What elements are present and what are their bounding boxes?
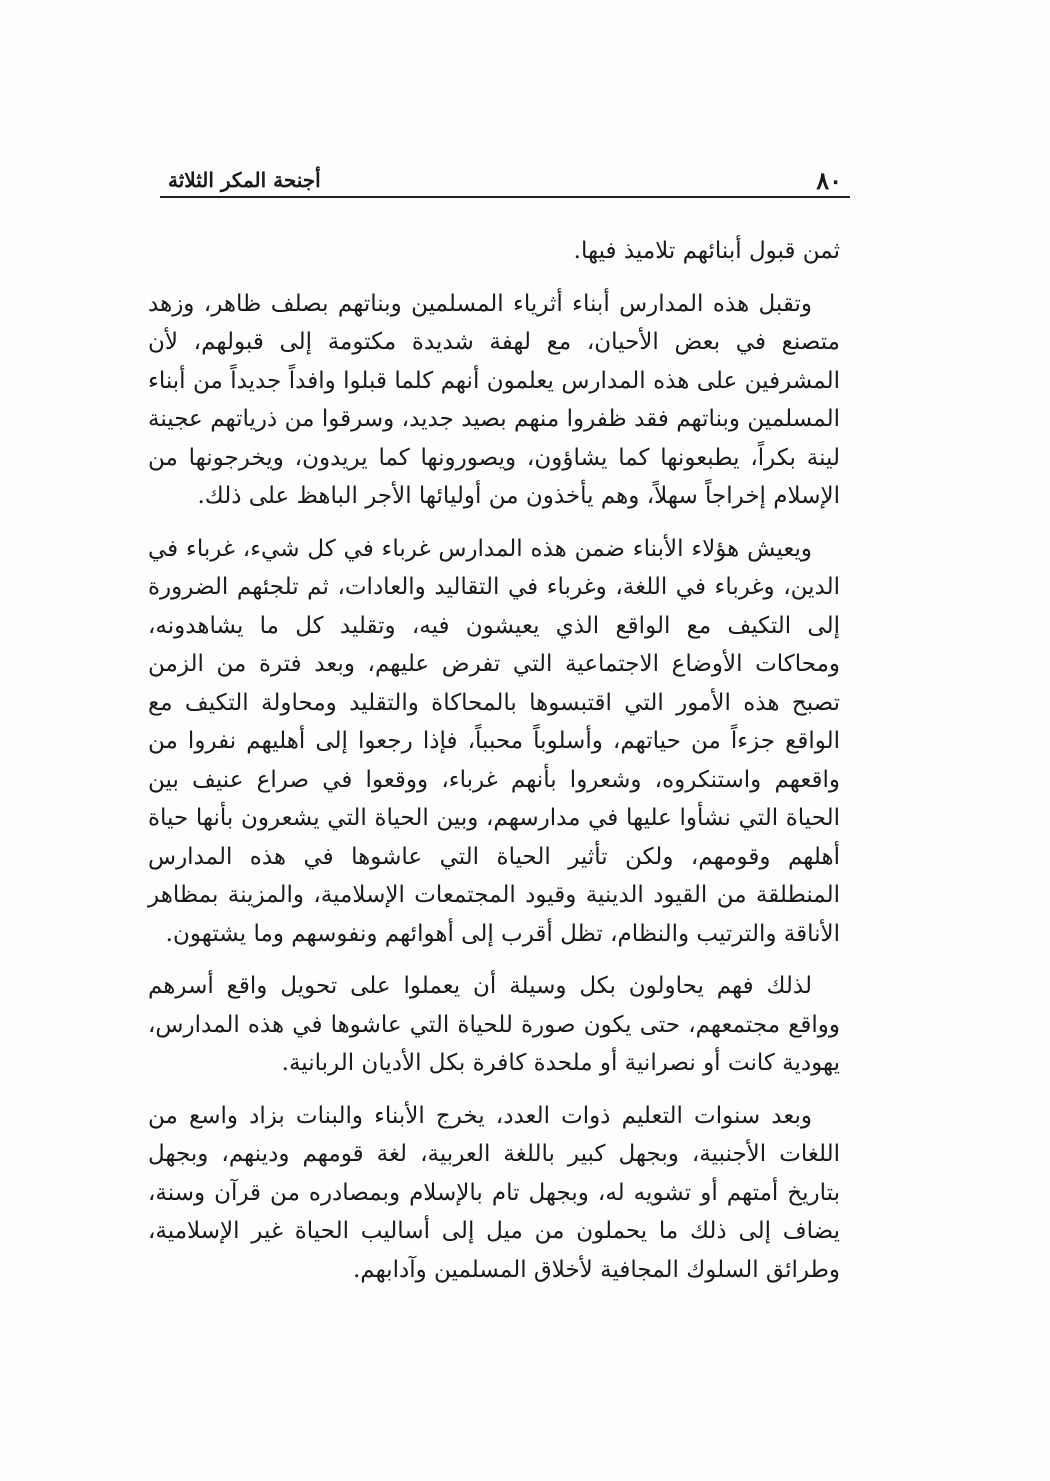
paragraph-3: ويعيش هؤلاء الأبناء ضمن هذه المدارس غرباء في كل شيء، غرباء في الدين، وغرباء في اللغة، وغرباء في التقاليد والعادات، ثم تلجئهم الضرورة إلى التكيف مع الواقع الذي يعيشون فيه، وتقليد كل ما يشاهدونه، ومحاكات الأوضاع الاجتماعية التي تفرض عليهم، وبعد فترة من الزمن تصبح هذه الأمور التي اقتبسوها بالمحاكاة والتقليد ومحاولة التكيف مع الواقع جزءاً من حياتهم، وأسلوباً محبباً، فإذا رجعوا إلى أهليهم نفروا من واقعهم واستنكروه، وشعروا بأنهم غرباء، ووقعوا في صراع عنيف بين الحياة التي نشأوا عليها في مدارسهم، وبين الحياة التي يشعرون بأنها حياة أهلهم وقومهم، ولكن تأثير الحياة التي عاشوها في هذه المدارس المنطلقة من القيود الدينية وقيود المجتمعات الإسلامية، والمزينة بمظاهر الأناقة والترتيب والنظام، تظل أقرب إلى أهوائهم ونفوسهم وما يشتهون. [148,535,840,947]
paragraph-2: وتقبل هذه المدارس أبناء أثرياء المسلمين وبناتهم بصلف ظاهر، وزهد متصنع في بعض الأحيان، مع لهفة شديدة مكتومة إلى قبولهم، لأن المشرفين على هذه المدارس يعلمون أنهم كلما قبلوا وافداً جديداً من أبناء المسلمين وبناتهم فقد ظفروا منهم بصيد جديد، وسرقوا من ذرياتهم عجينة لينة بكراً، يطبعونها كما يشاؤون، ويصورونها كما يريدون، ويخرجونها من الإسلام إخراجاً سهلاً، وهم يأخذون من أوليائها الأجر الباهظ على ذلك. [148,290,840,509]
page-header [160,160,850,200]
body-text [148,232,840,1303]
header-divider [160,196,850,198]
paragraph-5: وبعد سنوات التعليم ذوات العدد، يخرج الأبناء والبنات بزاد واسع من اللغات الأجنبية، وبجهل كبير باللغة العربية، لغة قومهم ودينهم، وبجهل بتاريخ أمتهم أو تشويه له، وبجهل تام بالإسلام وبمصادره من قرآن وسنة، يضاف إلى ذلك ما يحملون من ميل إلى أساليب الحياة غير الإسلامية، وطرائق السلوك المجافية لأخلاق المسلمين وآدابهم. [148,1102,840,1283]
page-number: ٨٠ [816,166,842,195]
paragraph-4: لذلك فهم يحاولون بكل وسيلة أن يعملوا على تحويل واقع أسرهم وواقع مجتمعهم، حتى يكون صورة للحياة التي عاشوها في هذه المدارس، يهودية كانت أو نصرانية أو ملحدة كافرة بكل الأديان الربانية. [148,973,840,1076]
running-title: أجنحة المكر الثلاثة [168,168,321,192]
paragraph-1: ثمن قبول أبنائهم تلاميذ فيها. [573,238,840,264]
